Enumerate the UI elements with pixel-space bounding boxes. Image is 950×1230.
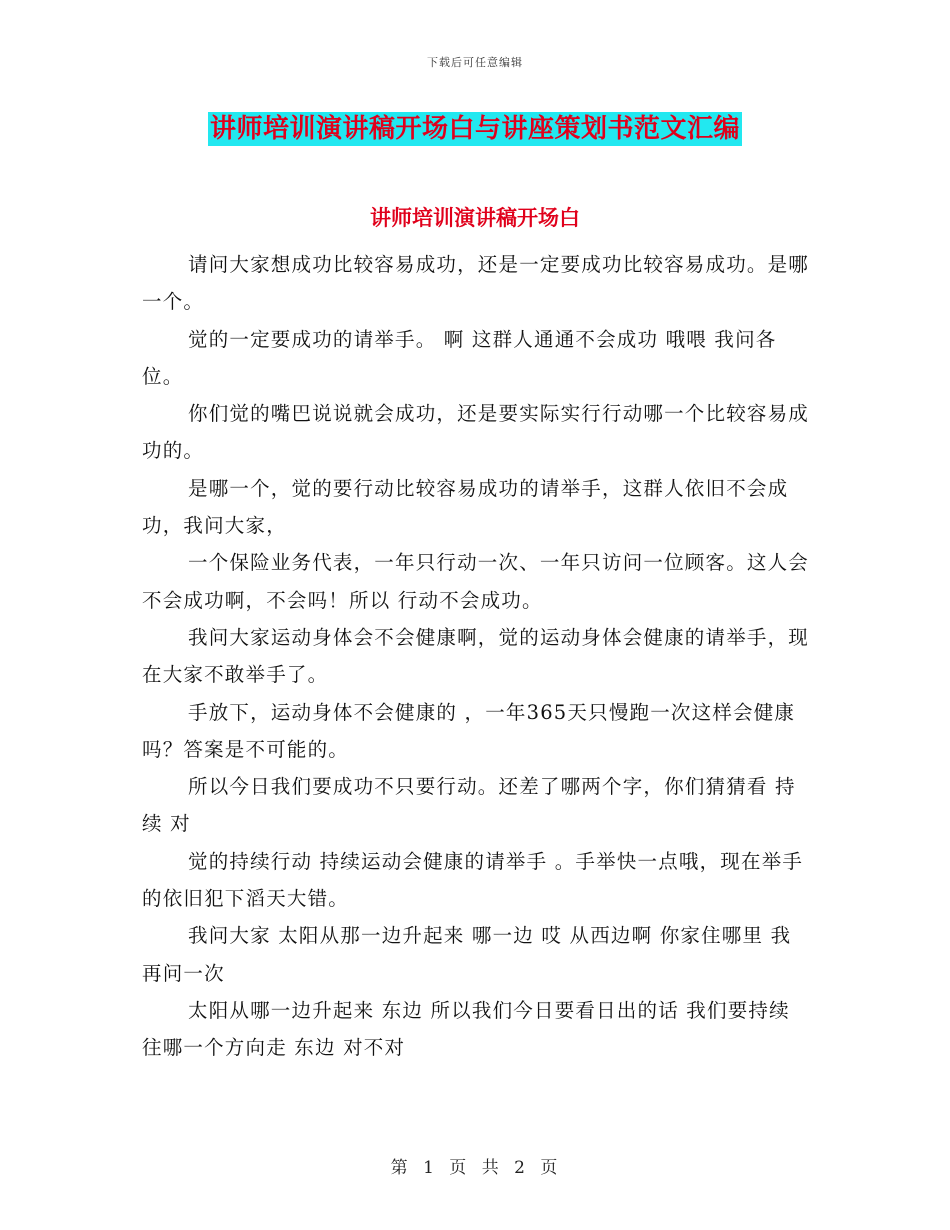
paragraph-11: 太阳从哪一边升起来 东边 所以我们今日要看日出的话 我们要持续往哪一个方向走 东边 对不对 [142, 998, 790, 1060]
page-footer: 第 1 页 共 2 页 [390, 1158, 560, 1178]
paragraph-3: 你们觉的嘴巴说说就会成功，还是要实际实行行动哪一个比较容易成功的。 [142, 402, 810, 463]
paragraph-4: 是哪一个，觉的要行动比较容易成功的请举手，这群人依旧不会成功，我问大家， [142, 476, 789, 538]
body-text [142, 246, 810, 1067]
section-title: 讲师培训演讲稿开场白 [370, 206, 580, 230]
paragraph-1: 请问大家想成功比较容易成功，还是一定要成功比较容易成功。是哪一个。 [142, 253, 810, 314]
paragraph-7: 手放下，运动身体不会健康的 ，一年365天只慢跑一次这样会健康吗？答案是不可能的。 [142, 700, 796, 761]
header-note: 下载后可任意编辑 [427, 56, 523, 69]
paragraph-8: 所以今日我们要成功不只要行动。还差了哪两个字，你们猜猜看 持续 对 [142, 775, 796, 836]
main-title-container [0, 112, 950, 146]
paragraph-5: 一个保险业务代表，一年只行动一次、一年只访问一位顾客。这人会不会成功啊，不会吗！所以 行动不会成功。 [142, 551, 810, 612]
paragraph-2: 觉的一定要成功的请举手。 啊 这群人通通不会成功 哦喂 我问各位。 [142, 327, 777, 388]
paragraph-9: 觉的持续行动 持续运动会健康的请举手 。手举快一点哦，现在举手的依旧犯下滔天大错。 [142, 849, 804, 911]
paragraph-6: 我问大家运动身体会不会健康啊，觉的运动身体会健康的请举手，现在大家不敢举手了。 [142, 625, 810, 687]
main-title: 讲师培训演讲稿开场白与讲座策划书范文汇编 [209, 114, 740, 144]
paragraph-10: 我问大家 太阳从那一边升起来 哪一边 哎 从西边啊 你家住哪里 我再问一次 [142, 924, 792, 985]
